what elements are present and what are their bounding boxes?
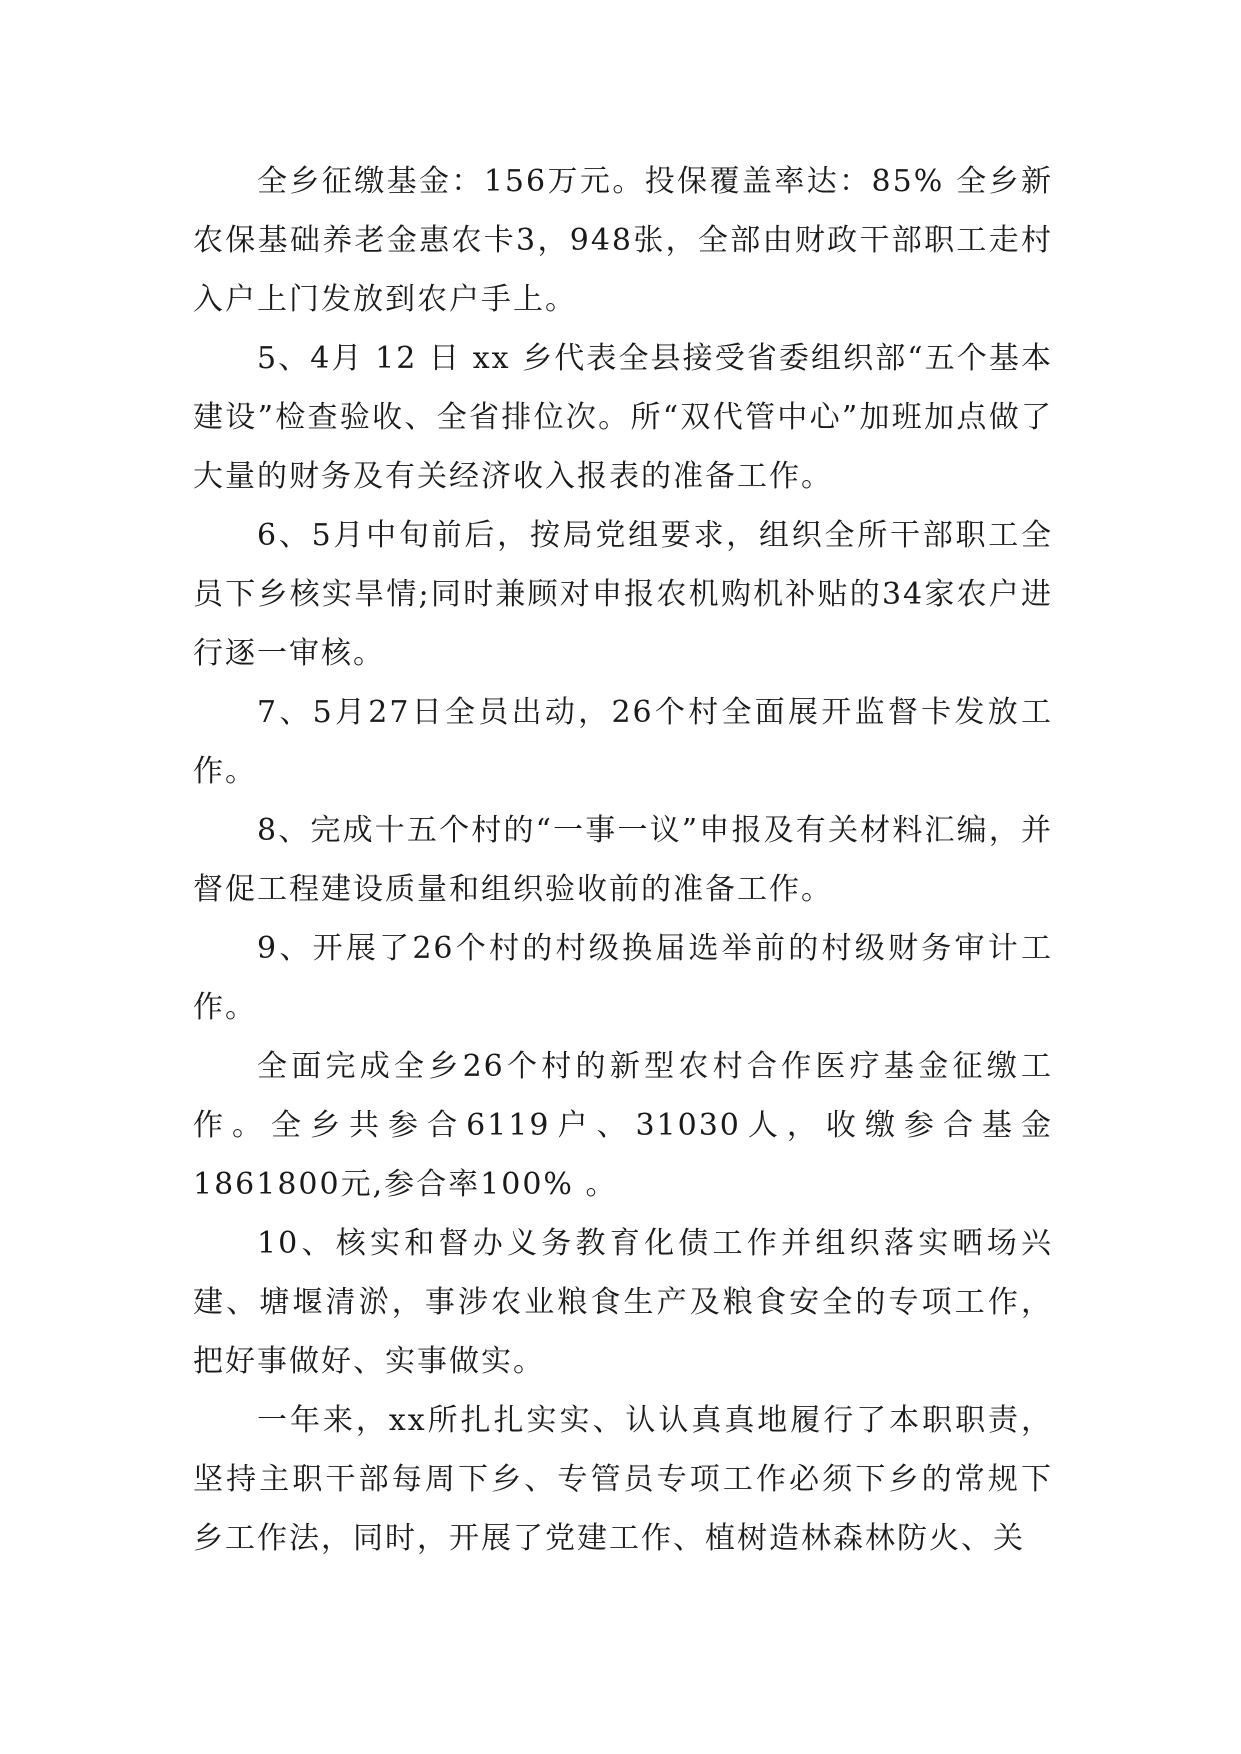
paragraph: 6、5月中旬前后，按局党组要求，组织全所干部职工全员下乡核实旱情;同时兼顾对申报农机购机补贴的34家农户进行逐一审核。 — [193, 518, 1053, 671]
paragraph: 9、开展了26个村的村级换届选举前的村级财务审计工作。 — [193, 931, 1053, 1025]
paragraph: 全乡征缴基金：156万元。投保覆盖率达：85% 全乡新农保基础养老金惠农卡3，948张，全部由财政干部职工走村入户上门发放到农户手上。 — [193, 164, 1053, 317]
paragraph: 8、完成十五个村的“一事一议”申报及有关材料汇编，并督促工程建设质量和组织验收前的准备工作。 — [193, 813, 1053, 907]
paragraph: 10、核实和督办义务教育化债工作并组织落实晒场兴建、塘堰清淤，事涉农业粮食生产及粮食安全的专项工作，把好事做好、实事做实。 — [193, 1226, 1053, 1379]
paragraph: 一年来，xx所扎扎实实、认认真真地履行了本职职责，坚持主职干部每周下乡、专管员专项工作必须下乡的常规下乡工作法，同时，开展了党建工作、植树造林森林防火、关 — [193, 1403, 1053, 1556]
paragraph: 5、4月 12 日 xx 乡代表全县接受省委组织部“五个基本建设”检查验收、全省排位次。所“双代管中心”加班加点做了大量的财务及有关经济收入报表的准备工作。 — [193, 341, 1053, 494]
document-body — [193, 152, 1053, 1568]
paragraph: 7、5月27日全员出动，26个村全面展开监督卡发放工作。 — [193, 695, 1053, 789]
paragraph: 全面完成全乡26个村的新型农村合作医疗基金征缴工作。全乡共参合6119户、31030人，收缴参合基金1861800元,参合率100% 。 — [193, 1049, 1053, 1202]
